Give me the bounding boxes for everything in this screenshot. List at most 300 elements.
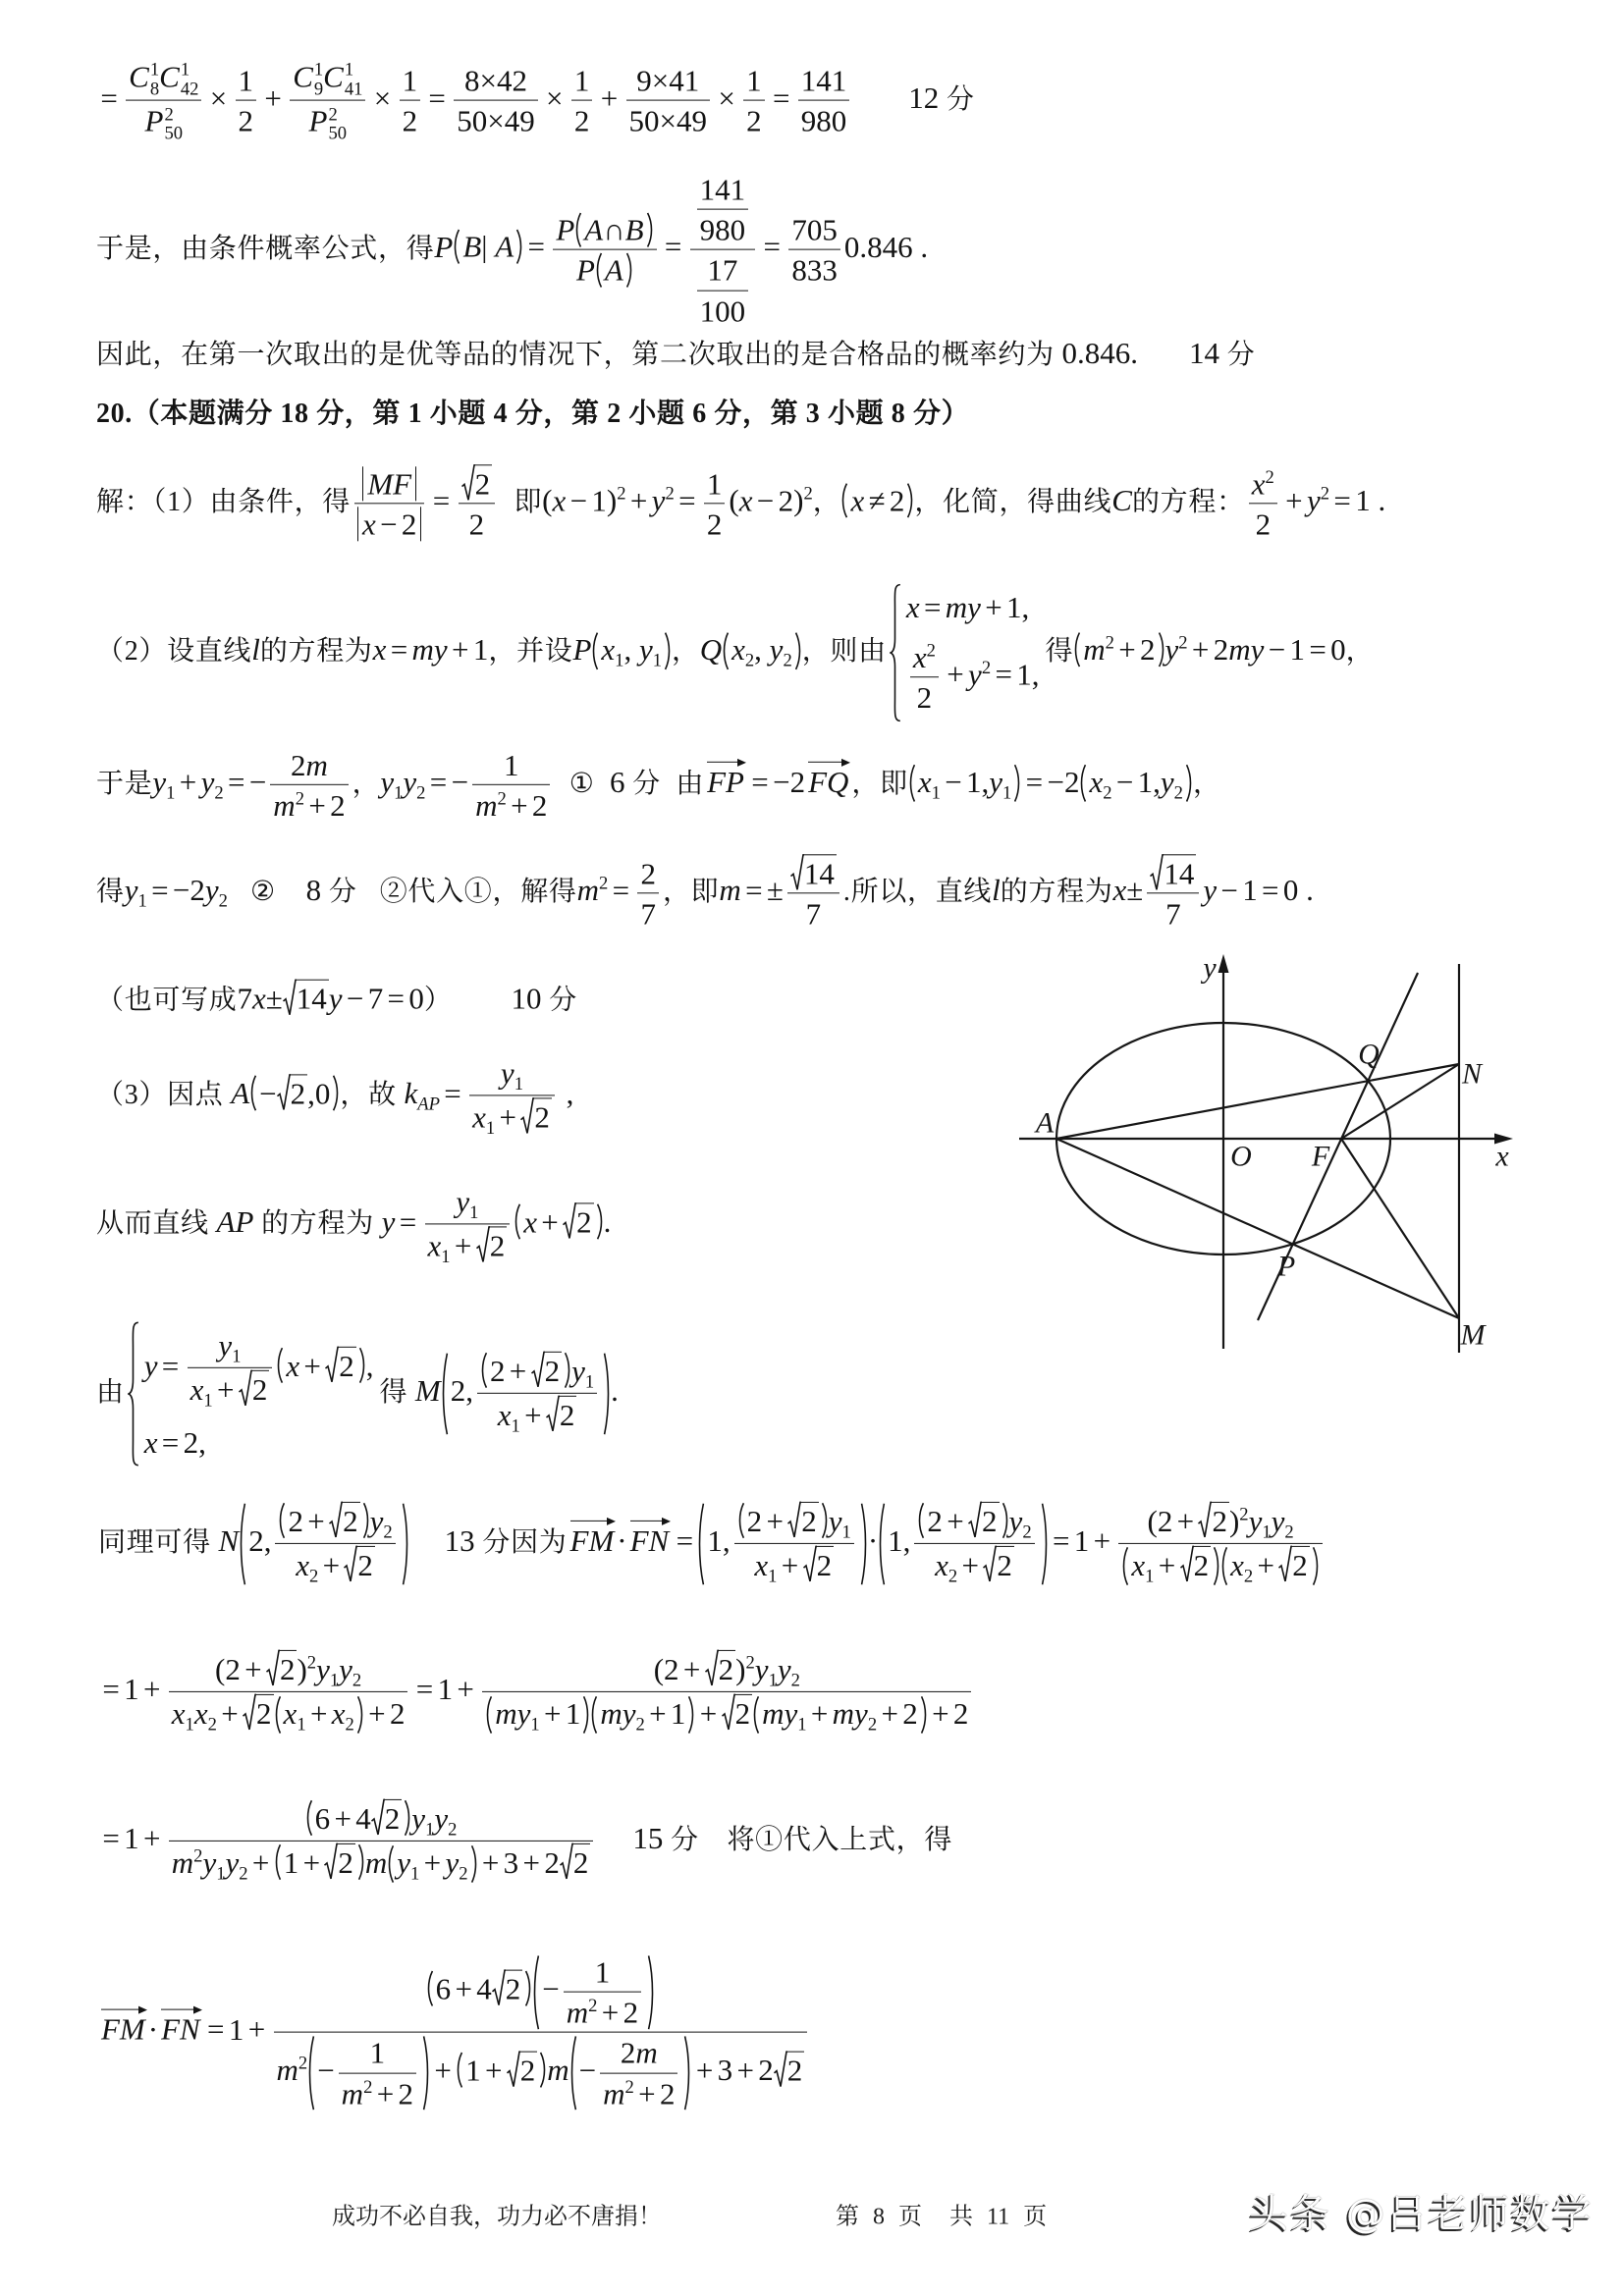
right-paren-icon-path bbox=[363, 1503, 367, 1537]
right-paren-icon bbox=[596, 1203, 604, 1239]
math-number: 1 bbox=[369, 2036, 386, 2070]
left-paren-icon-path bbox=[1076, 632, 1080, 666]
math-number: 1 bbox=[503, 747, 519, 782]
math-variable: y bbox=[1306, 483, 1321, 518]
math-number: 17 bbox=[707, 253, 738, 288]
math-variable: y bbox=[777, 1651, 791, 1686]
math-number: 2 bbox=[997, 1548, 1012, 1582]
line-part3-slope-ap bbox=[96, 1054, 573, 1138]
square-root bbox=[371, 1799, 403, 1836]
math-variable: y bbox=[1164, 632, 1179, 667]
fraction bbox=[734, 1502, 854, 1586]
math-operator: = bbox=[1025, 765, 1044, 800]
math-number: 2 bbox=[916, 680, 933, 716]
square-root bbox=[324, 1843, 355, 1880]
denominator bbox=[169, 1692, 408, 1735]
math-number: ,0 bbox=[307, 1076, 331, 1111]
denominator bbox=[743, 101, 765, 139]
radical-sign-icon bbox=[520, 1098, 534, 1135]
right-paren: ) bbox=[297, 1651, 307, 1686]
text-run: 分 bbox=[947, 84, 975, 116]
left-paren-icon-path bbox=[1223, 1547, 1227, 1584]
numerator bbox=[600, 2035, 677, 2073]
math-variable: x bbox=[286, 1348, 300, 1383]
radical-sign-icon-path bbox=[984, 1547, 998, 1581]
math-number: 2 bbox=[889, 483, 905, 518]
math-number: 2 bbox=[343, 1503, 358, 1538]
system-row bbox=[906, 639, 1040, 716]
group-content bbox=[601, 632, 663, 671]
right-paren-icon bbox=[1312, 1547, 1320, 1585]
group-content bbox=[284, 1845, 355, 1880]
math-number: 2 bbox=[982, 1503, 998, 1538]
subscript: 1 bbox=[469, 1201, 479, 1223]
math-variable: C bbox=[293, 59, 313, 94]
subscript: 1 bbox=[1145, 1566, 1155, 1587]
math-variable: x bbox=[917, 765, 932, 800]
math-operator: = bbox=[102, 1672, 120, 1707]
math-variable: x bbox=[601, 632, 616, 667]
text-run: 得 bbox=[96, 877, 125, 908]
math-variable: x bbox=[193, 1696, 208, 1731]
subscript: 1 bbox=[652, 650, 663, 671]
math-number: 2 bbox=[291, 747, 306, 782]
text-run: 即 bbox=[499, 487, 543, 518]
math-variable: x bbox=[1230, 1548, 1244, 1582]
left-paren-icon bbox=[697, 1503, 705, 1585]
square-root bbox=[283, 980, 329, 1016]
math-number: 2 bbox=[534, 1099, 550, 1135]
radicand bbox=[342, 1502, 360, 1538]
group-content bbox=[259, 1076, 330, 1110]
math-number: 14 bbox=[296, 981, 327, 1016]
right-paren-icon bbox=[1001, 1503, 1009, 1538]
left-paren-icon bbox=[387, 1845, 395, 1883]
math-operator: + bbox=[264, 80, 282, 116]
math-operator: + bbox=[509, 1353, 527, 1388]
square-root bbox=[705, 1650, 736, 1686]
left-paren-icon bbox=[569, 2036, 577, 2110]
math-operator: = bbox=[1333, 483, 1351, 518]
subscript: 1 bbox=[203, 1390, 213, 1412]
math-variable: y bbox=[1271, 1503, 1285, 1538]
subscript: 1 bbox=[166, 782, 176, 804]
numerator bbox=[126, 59, 201, 101]
left-paren-icon bbox=[305, 1800, 313, 1836]
radicand bbox=[544, 1352, 563, 1388]
math-number: 1 bbox=[1242, 873, 1258, 908]
right-paren-icon bbox=[920, 1696, 928, 1734]
math-number: 2 bbox=[505, 1971, 521, 2006]
right-paren-icon bbox=[906, 483, 914, 517]
denominator bbox=[482, 1692, 971, 1735]
left-paren-icon-path bbox=[920, 1503, 924, 1537]
math-number: 833 bbox=[791, 253, 838, 288]
right-paren-icon bbox=[582, 1696, 590, 1734]
math-variable: y bbox=[403, 765, 417, 800]
right-paren-icon bbox=[646, 213, 654, 247]
math-operator: = bbox=[1052, 1523, 1070, 1559]
parenthesized-group bbox=[480, 1352, 571, 1389]
parenthesized-group bbox=[387, 1844, 477, 1884]
math-operator: = bbox=[161, 1425, 180, 1460]
math-number: 2, bbox=[248, 1523, 272, 1559]
math-number: 2 bbox=[330, 788, 346, 823]
fraction bbox=[637, 855, 659, 932]
left-paren-icon-path bbox=[307, 1800, 311, 1835]
math-variable: N bbox=[218, 1523, 240, 1559]
math-operator: = bbox=[678, 483, 696, 518]
fraction bbox=[290, 59, 365, 144]
parenthesized-group bbox=[722, 631, 802, 670]
numerator bbox=[571, 63, 593, 101]
fraction bbox=[690, 172, 756, 330]
right-paren-icon bbox=[404, 1800, 411, 1836]
radicand bbox=[384, 1799, 403, 1836]
math-variable: y bbox=[1008, 1503, 1023, 1538]
left-paren-icon-path bbox=[571, 2037, 575, 2110]
left-paren-icon-path bbox=[276, 1844, 280, 1879]
math-operator: + bbox=[601, 1995, 620, 2030]
subscript: 1 bbox=[185, 1714, 194, 1735]
left-paren-icon bbox=[595, 253, 603, 288]
math-variable: m bbox=[603, 2076, 625, 2111]
math-operator: − bbox=[380, 507, 398, 541]
square-root bbox=[803, 1546, 835, 1582]
math-operator: + bbox=[961, 1548, 980, 1582]
math-variable: y bbox=[571, 1353, 585, 1388]
math-operator: + bbox=[947, 1503, 964, 1538]
math-variable: x bbox=[296, 1548, 309, 1582]
group-content bbox=[664, 1652, 735, 1686]
math-variable: m bbox=[305, 747, 328, 782]
numerator bbox=[274, 1954, 808, 2033]
radical-sign-icon-path bbox=[283, 980, 297, 1014]
radicand bbox=[338, 1347, 356, 1383]
denominator bbox=[798, 101, 850, 139]
radical-sign-icon bbox=[563, 1202, 576, 1239]
math-number: 2 bbox=[659, 2076, 676, 2111]
subscript: 2 bbox=[744, 650, 755, 671]
math-operator: = bbox=[151, 873, 169, 908]
subscript: 1 bbox=[931, 782, 941, 804]
math-number: 2 bbox=[238, 104, 254, 138]
math-number: 0.846. bbox=[1061, 336, 1139, 371]
numerator bbox=[1118, 1502, 1322, 1544]
math-variable: m bbox=[719, 873, 741, 908]
vector: FM bbox=[98, 2005, 148, 2047]
math-number: 1 bbox=[465, 2053, 481, 2088]
math-number: 2 bbox=[384, 1800, 401, 1836]
text-run: ，并设 bbox=[488, 636, 573, 667]
left-brace-icon-path bbox=[128, 1322, 138, 1465]
radical-sign-icon-path bbox=[507, 2052, 520, 2086]
left-paren-icon-path bbox=[577, 213, 581, 246]
math-variable: x bbox=[143, 1425, 158, 1460]
fraction bbox=[704, 465, 726, 542]
math-operator: = bbox=[415, 1672, 434, 1707]
subscript: 1 bbox=[768, 1670, 778, 1691]
radical-sign-icon-path bbox=[239, 1370, 252, 1405]
radicand bbox=[734, 1694, 753, 1731]
math-operator: + bbox=[322, 1548, 341, 1582]
math-variable: y bbox=[397, 1845, 411, 1880]
radical-sign-icon-path bbox=[722, 1695, 735, 1730]
radicand bbox=[533, 1098, 552, 1135]
right-paren-icon bbox=[470, 1845, 478, 1883]
group-content bbox=[397, 1845, 468, 1885]
line-part3-simplify bbox=[98, 1799, 952, 1884]
denominator bbox=[459, 505, 496, 543]
fraction bbox=[697, 172, 749, 248]
denominator bbox=[425, 1225, 511, 1267]
math-operator: + bbox=[376, 2076, 395, 2111]
math-number: − bbox=[578, 2053, 597, 2088]
subscript: 1 bbox=[216, 1863, 226, 1885]
superscript: 2 bbox=[497, 788, 507, 810]
math-number: 7 bbox=[367, 981, 384, 1016]
subscript: 2 bbox=[1284, 1522, 1294, 1543]
math-variable: k bbox=[404, 1076, 418, 1111]
group-content bbox=[850, 483, 904, 517]
math-variable: y bbox=[316, 1651, 330, 1686]
subscript: 2 bbox=[345, 1714, 354, 1735]
left-paren-icon-path bbox=[516, 1203, 520, 1238]
subscript: 2 bbox=[207, 1714, 217, 1735]
math-variable: y bbox=[381, 1204, 396, 1240]
line-part3-expand bbox=[98, 1650, 975, 1735]
math-number: 2 bbox=[544, 1845, 560, 1880]
square-root bbox=[476, 1227, 508, 1263]
parenthesized-group bbox=[1073, 631, 1164, 667]
math-variable: y bbox=[828, 1503, 842, 1538]
fraction bbox=[914, 1502, 1034, 1586]
text-run: ） bbox=[423, 985, 453, 1016]
radical-sign-icon bbox=[476, 1227, 490, 1263]
right-paren-icon-path bbox=[649, 1955, 653, 2029]
parenthesized-group bbox=[917, 1502, 1008, 1539]
text-run: （2）设直线 bbox=[96, 636, 252, 667]
radical-sign-icon bbox=[546, 1396, 560, 1432]
subscript: 2 bbox=[635, 1714, 645, 1735]
math-number: 2, bbox=[450, 1373, 473, 1409]
math-number: 8×42 bbox=[463, 63, 527, 98]
math-operator: + bbox=[682, 1651, 701, 1686]
math-number: 2 bbox=[339, 1348, 354, 1383]
math-number: 1, bbox=[966, 765, 990, 800]
radical-sign-icon bbox=[266, 1650, 280, 1686]
radical-sign-icon-path bbox=[546, 1397, 560, 1431]
denominator bbox=[274, 2033, 808, 2111]
fraction bbox=[275, 1502, 395, 1586]
math-operator: + bbox=[368, 1696, 386, 1731]
left-paren-icon-path bbox=[252, 1075, 256, 1109]
subscript: 1 bbox=[329, 1670, 340, 1691]
text-run: 从而直线 bbox=[96, 1208, 217, 1240]
math-variable: B bbox=[462, 230, 482, 265]
numerator bbox=[914, 1502, 1034, 1544]
square-root bbox=[531, 1352, 563, 1388]
left-paren-icon bbox=[532, 1955, 540, 2030]
math-variable: my bbox=[1228, 632, 1265, 667]
left-paren: ( bbox=[1147, 1503, 1158, 1538]
math-number: 2 bbox=[519, 2053, 536, 2088]
math-number: 2 bbox=[746, 104, 762, 138]
math-variable: y bbox=[218, 1327, 233, 1362]
left-paren-icon bbox=[239, 1503, 246, 1585]
parenthesized-group bbox=[590, 1695, 695, 1735]
superscript: 2 bbox=[803, 483, 813, 505]
label-point-p: P bbox=[1276, 1250, 1296, 1283]
math-operator: + bbox=[511, 788, 528, 823]
radical-sign-icon bbox=[983, 1546, 997, 1582]
math-operator: + bbox=[434, 2053, 452, 2088]
fraction bbox=[270, 747, 348, 824]
math-variable: x bbox=[912, 640, 927, 675]
math-number: 3 bbox=[717, 2053, 733, 2088]
math-operator: + bbox=[736, 2053, 754, 2088]
left-paren-icon-path bbox=[700, 1504, 704, 1585]
math-number: 980 bbox=[699, 212, 746, 247]
math-operator: + bbox=[484, 2053, 503, 2088]
square-root bbox=[790, 854, 837, 890]
square-root bbox=[1198, 1502, 1229, 1538]
numerator bbox=[169, 1650, 408, 1692]
fraction bbox=[472, 747, 550, 824]
math-number: ± bbox=[766, 873, 784, 908]
radical-sign-icon-path bbox=[521, 1098, 535, 1133]
sub-superscript bbox=[328, 105, 347, 143]
system-row bbox=[906, 589, 1040, 625]
absolute-value bbox=[362, 466, 416, 502]
math-operator: = bbox=[399, 1204, 417, 1240]
math-number: 50×49 bbox=[628, 104, 707, 138]
radical-sign-icon bbox=[344, 1546, 357, 1582]
math-variable: x bbox=[935, 1548, 948, 1582]
math-number: 2 bbox=[338, 1845, 353, 1880]
math-number: 2 bbox=[279, 1651, 296, 1686]
footer-motto: 成功不必自我，功力必不唐捐！ bbox=[332, 2204, 662, 2230]
parenthesized-group bbox=[274, 1843, 365, 1881]
superscript: 2 bbox=[1265, 466, 1274, 488]
page-number: 第 8 页 共 11 页 bbox=[836, 2204, 1048, 2230]
right-paren-icon-path bbox=[584, 1696, 588, 1733]
math-operator: ≠ bbox=[868, 483, 886, 518]
math-operator: = bbox=[444, 1076, 461, 1111]
right-paren-icon bbox=[362, 1503, 370, 1538]
subscript: 1 bbox=[511, 1415, 520, 1437]
numerator bbox=[1249, 465, 1277, 504]
math-variable: y bbox=[202, 1845, 217, 1880]
denominator bbox=[469, 1096, 555, 1139]
fraction bbox=[169, 1799, 594, 1884]
subscript: 1 bbox=[584, 1371, 595, 1393]
math-number: · bbox=[147, 2012, 159, 2048]
label-point-m: M bbox=[1460, 1318, 1486, 1352]
radicand bbox=[559, 1396, 577, 1432]
left-paren-icon bbox=[574, 213, 582, 247]
left-paren-icon bbox=[426, 1971, 434, 2006]
right-paren-icon-path bbox=[406, 1800, 409, 1835]
right-paren-icon-path bbox=[566, 1353, 569, 1387]
math-number: 980 bbox=[800, 104, 847, 138]
math-number: . bbox=[912, 230, 929, 265]
left-paren-icon-path bbox=[1124, 1547, 1128, 1584]
math-variable: x bbox=[731, 632, 745, 667]
math-number: −2 bbox=[773, 765, 806, 800]
right-paren-icon-path bbox=[517, 230, 521, 263]
denominator bbox=[787, 894, 839, 933]
denominator bbox=[354, 504, 424, 542]
math-number: 1, bbox=[888, 1523, 911, 1559]
square-root bbox=[239, 1370, 270, 1407]
line-part3-point-m bbox=[96, 1321, 619, 1467]
math-variable: y bbox=[1203, 873, 1218, 908]
math-number: 2 bbox=[1255, 507, 1272, 541]
text-run: ， bbox=[352, 769, 381, 800]
numerator bbox=[339, 2035, 416, 2073]
group-content bbox=[1158, 1504, 1229, 1538]
math-operator: = bbox=[612, 873, 630, 908]
denominator bbox=[697, 210, 749, 248]
right-paren-icon-path bbox=[471, 1845, 475, 1882]
math-number: 6 bbox=[314, 1800, 331, 1836]
right-paren-icon bbox=[821, 1503, 829, 1538]
math-variable: P bbox=[308, 104, 328, 138]
subscript: 1 bbox=[232, 1346, 242, 1367]
math-variable: M bbox=[414, 1373, 441, 1409]
superscript: 2 bbox=[1105, 632, 1114, 654]
math-number: 2 bbox=[1157, 1503, 1173, 1538]
parenthesized-group bbox=[697, 1502, 867, 1586]
right-paren-icon bbox=[683, 2036, 691, 2110]
math-variable: A bbox=[495, 230, 514, 265]
radical-sign-icon-path bbox=[564, 1203, 577, 1238]
superscript: 1 bbox=[344, 59, 354, 80]
line-part3-line-ap bbox=[96, 1183, 611, 1266]
line-part2-setup bbox=[96, 583, 1374, 722]
math-number: 2 bbox=[225, 1651, 241, 1686]
math-number: 1 bbox=[1289, 632, 1306, 667]
math-variable: y bbox=[456, 1184, 470, 1219]
math-number: 705 bbox=[791, 212, 838, 247]
radicand bbox=[255, 1694, 274, 1731]
group-content bbox=[465, 2053, 537, 2087]
radical-sign-icon bbox=[239, 1370, 252, 1407]
math-operator: + bbox=[455, 1971, 472, 2006]
left-paren-icon bbox=[1121, 1547, 1129, 1585]
text-run: ， bbox=[812, 487, 841, 518]
right-paren-icon bbox=[664, 632, 672, 669]
watermark: 头条 @吕老师数学 bbox=[1249, 2191, 1594, 2237]
superscript: 2 bbox=[1239, 1504, 1249, 1525]
right-paren-icon-path bbox=[921, 1696, 925, 1733]
math-number: 7 bbox=[1165, 896, 1181, 932]
right-paren-icon-path bbox=[1015, 765, 1019, 801]
denominator bbox=[910, 678, 939, 717]
parenthesized-group bbox=[456, 2051, 547, 2088]
left-paren-icon bbox=[514, 1203, 521, 1239]
text-run: ，则由 bbox=[801, 636, 887, 667]
numerator bbox=[798, 63, 850, 101]
math-number: − bbox=[317, 2053, 335, 2088]
group-content bbox=[731, 632, 792, 671]
subscript: 1 bbox=[1262, 1522, 1272, 1543]
radical-sign-icon bbox=[1198, 1502, 1212, 1538]
math-operator: + bbox=[423, 1845, 442, 1880]
math-number: 2 bbox=[927, 1503, 943, 1538]
left-paren-icon bbox=[480, 1353, 488, 1388]
